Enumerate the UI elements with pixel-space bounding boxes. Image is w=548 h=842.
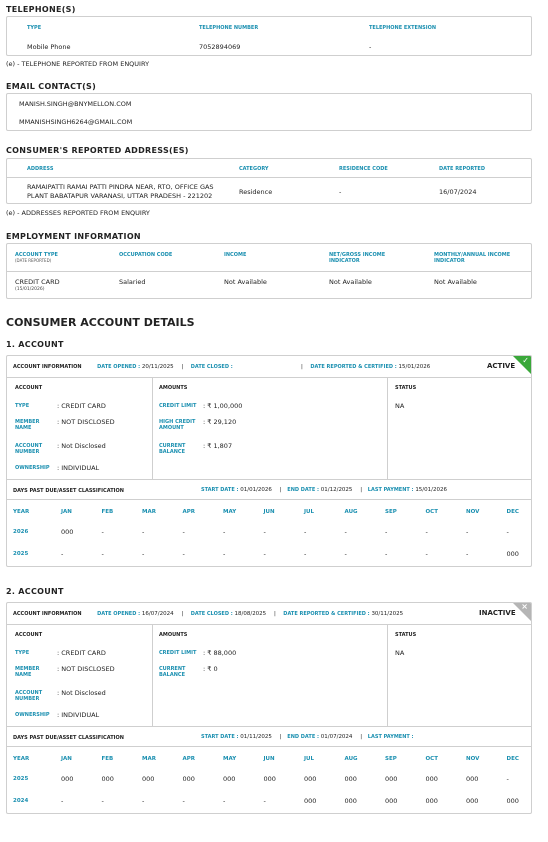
telephone-table bbox=[6, 16, 532, 56]
address-date: 16/07/2024 bbox=[439, 188, 477, 196]
dpd-cell: - bbox=[61, 550, 64, 558]
dpd-cell: - bbox=[101, 528, 104, 536]
account-2-account-label: ACCOUNT bbox=[15, 632, 43, 638]
employment-header-income: INCOME bbox=[224, 252, 247, 258]
account-2-status: NA bbox=[395, 649, 405, 657]
month-header: DEC bbox=[506, 756, 519, 762]
account-1-ownership: : INDIVIDUAL bbox=[57, 464, 100, 472]
year-label: 2025 bbox=[13, 776, 29, 782]
account-number-label: ACCOUNT NUMBER bbox=[15, 443, 43, 455]
account-1-card bbox=[6, 355, 532, 567]
account-1-dpd-dates: START DATE : 01/01/2026 | END DATE : 01/12/2025 | LAST PAYMENT : 15/01/2026 bbox=[201, 487, 448, 493]
account-1-info-bar: ACCOUNT INFORMATION DATE OPENED : 20/11/2025 | DATE CLOSED : bbox=[13, 364, 233, 370]
address-header-category: CATEGORY bbox=[239, 166, 269, 172]
dpd-cell: 000 bbox=[344, 775, 357, 783]
dpd-cell: 000 bbox=[506, 550, 519, 558]
dpd-cell: 000 bbox=[304, 775, 317, 783]
dpd-cell: - bbox=[223, 528, 226, 536]
account-1-high-credit: : ₹ 29,120 bbox=[203, 418, 237, 426]
check-icon: ✓ bbox=[522, 356, 529, 365]
employment-title: EMPLOYMENT INFORMATION bbox=[6, 232, 141, 241]
account-2-heading: 2. ACCOUNT bbox=[6, 587, 64, 596]
month-header: JUL bbox=[304, 509, 315, 515]
dpd-cell: 000 bbox=[385, 775, 398, 783]
employment-occupation: Salaried bbox=[119, 278, 146, 286]
ownership-label: OWNERSHIP bbox=[15, 465, 50, 471]
address-header-date: DATE REPORTED bbox=[439, 166, 485, 172]
account-1-status-label: STATUS bbox=[395, 385, 417, 391]
account-1-state: ACTIVE bbox=[487, 362, 516, 370]
employment-income: Not Available bbox=[224, 278, 267, 286]
account-2-ownership: : INDIVIDUAL bbox=[57, 711, 100, 719]
dpd-cell: 000 bbox=[344, 797, 357, 805]
telephone-type: Mobile Phone bbox=[27, 43, 71, 51]
account-2-credit-limit: : ₹ 88,000 bbox=[203, 649, 237, 657]
address-note: (e) - ADDRESSES REPORTED FROM ENQUIRY bbox=[6, 209, 150, 217]
dpd-cell: - bbox=[223, 797, 226, 805]
account-1-dpd-grid bbox=[7, 499, 531, 567]
current-balance-label: CURRENT BALANCE bbox=[159, 666, 186, 678]
address-title: CONSUMER'S REPORTED ADDRESS(ES) bbox=[6, 146, 189, 155]
address-category: Residence bbox=[239, 188, 273, 196]
dpd-cell: - bbox=[506, 528, 509, 536]
dpd-cell: 000 bbox=[223, 775, 236, 783]
year-label: 2026 bbox=[13, 529, 29, 535]
dpd-cell: 000 bbox=[61, 528, 74, 536]
dpd-cell: 000 bbox=[466, 797, 479, 805]
year-label: 2024 bbox=[13, 798, 29, 804]
account-1-reported: | DATE REPORTED & CERTIFIED : 15/01/2026 bbox=[301, 364, 431, 370]
month-header: AUG bbox=[344, 756, 358, 762]
month-header: JAN bbox=[61, 756, 72, 762]
dpd-cell: - bbox=[61, 797, 64, 805]
account-1-member-name: : NOT DISCLOSED bbox=[57, 418, 115, 426]
consumer-account-details-title: CONSUMER ACCOUNT DETAILS bbox=[6, 316, 195, 329]
account-1-account-label: ACCOUNT bbox=[15, 385, 43, 391]
email-title: EMAIL CONTACT(S) bbox=[6, 82, 97, 91]
account-1-heading: 1. ACCOUNT bbox=[6, 340, 64, 349]
address-line2: PLANT BABATAPUR VARANASI, UTTAR PRADESH - 221202 bbox=[27, 192, 213, 200]
account-2-dpd-dates: START DATE : 01/11/2025 | END DATE : 01/07/2024 | LAST PAYMENT : bbox=[201, 734, 414, 740]
month-header: JUL bbox=[304, 756, 315, 762]
dpd-cell: - bbox=[385, 550, 388, 558]
dpd-cell: 000 bbox=[101, 775, 114, 783]
dpd-cell: 000 bbox=[304, 797, 317, 805]
email-item[interactable]: MMANISHSINGH6264@GMAIL.COM bbox=[19, 118, 133, 126]
current-balance-label: CURRENT BALANCE bbox=[159, 443, 186, 455]
dpd-cell: - bbox=[506, 775, 509, 783]
account-1-dpd-label: DAYS PAST DUE/ASSET CLASSIFICATION bbox=[13, 488, 124, 494]
account-1-credit-limit: : ₹ 1,00,000 bbox=[203, 402, 243, 410]
employment-header-account-type: ACCOUNT TYPE (DATE REPORTED) bbox=[15, 252, 58, 263]
dpd-cell: - bbox=[304, 550, 307, 558]
dpd-cell: - bbox=[385, 528, 388, 536]
dpd-cell: - bbox=[182, 797, 185, 805]
address-header-address: ADDRESS bbox=[27, 166, 54, 172]
month-header: DEC bbox=[506, 509, 519, 515]
dpd-cell: - bbox=[142, 528, 145, 536]
account-number-label: ACCOUNT NUMBER bbox=[15, 690, 43, 702]
dpd-cell: - bbox=[142, 797, 145, 805]
telephone-number: 7052894069 bbox=[199, 43, 241, 51]
account-1-type: : CREDIT CARD bbox=[57, 402, 106, 410]
dpd-cell: - bbox=[263, 797, 266, 805]
dpd-cell: - bbox=[466, 528, 469, 536]
account-2-amounts-label: AMOUNTS bbox=[159, 632, 188, 638]
telephone-header-number: TELEPHONE NUMBER bbox=[199, 25, 259, 31]
member-name-label: MEMBER NAME bbox=[15, 419, 40, 431]
month-header: SEP bbox=[385, 756, 397, 762]
dpd-cell: - bbox=[182, 550, 185, 558]
telephone-note: (e) - TELEPHONE REPORTED FROM ENQUIRY bbox=[6, 60, 150, 68]
dpd-cell: 000 bbox=[385, 797, 398, 805]
account-2-number: : Not Disclosed bbox=[57, 689, 106, 697]
month-header: MAY bbox=[223, 509, 237, 515]
account-2-dpd-grid bbox=[7, 746, 531, 814]
dpd-cell: - bbox=[182, 528, 185, 536]
month-header: FEB bbox=[101, 509, 114, 515]
dpd-cell: - bbox=[425, 550, 428, 558]
dpd-cell: 000 bbox=[425, 797, 438, 805]
address-header-residence: RESIDENCE CODE bbox=[339, 166, 388, 172]
dpd-cell: 000 bbox=[142, 775, 155, 783]
dpd-cell: 000 bbox=[425, 775, 438, 783]
ownership-label: OWNERSHIP bbox=[15, 712, 50, 718]
telephone-extension: - bbox=[369, 43, 372, 51]
month-header: FEB bbox=[101, 756, 114, 762]
dpd-cell: 000 bbox=[61, 775, 74, 783]
month-header: APR bbox=[182, 509, 196, 515]
dpd-cell: - bbox=[344, 550, 347, 558]
dpd-cell: 000 bbox=[182, 775, 195, 783]
address-line1: RAMAIPATTI RAMAI PATTI PINDRA NEAR, RTO, OFFICE GAS bbox=[27, 183, 214, 191]
telephone-title: TELEPHONE(S) bbox=[6, 5, 76, 14]
dpd-cell: - bbox=[344, 528, 347, 536]
telephone-header-type: TYPE bbox=[27, 25, 42, 31]
account-1-number: : Not Disclosed bbox=[57, 442, 106, 450]
month-header: JUN bbox=[263, 756, 275, 762]
close-icon: × bbox=[521, 602, 528, 611]
dpd-cell: - bbox=[101, 797, 104, 805]
account-2-current-balance: : ₹ 0 bbox=[203, 665, 218, 673]
credit-limit-label: CREDIT LIMIT bbox=[159, 650, 197, 656]
employment-header-occupation: OCCUPATION CODE bbox=[119, 252, 173, 258]
account-1-amounts-label: AMOUNTS bbox=[159, 385, 188, 391]
telephone-header-extension: TELEPHONE EXTENSION bbox=[369, 25, 437, 31]
month-header: APR bbox=[182, 756, 196, 762]
dpd-cell: - bbox=[466, 550, 469, 558]
address-residence-code: - bbox=[339, 188, 342, 196]
month-header: NOV bbox=[466, 509, 480, 515]
account-2-member-name: : NOT DISCLOSED bbox=[57, 665, 115, 673]
type-label: TYPE bbox=[15, 650, 30, 656]
account-2-type: : CREDIT CARD bbox=[57, 649, 106, 657]
employment-table bbox=[6, 243, 532, 299]
address-table bbox=[6, 158, 532, 204]
month-header: OCT bbox=[425, 756, 438, 762]
month-header: NOV bbox=[466, 756, 480, 762]
account-1-current-balance: : ₹ 1,807 bbox=[203, 442, 233, 450]
year-header: YEAR bbox=[13, 756, 30, 762]
year-label: 2025 bbox=[13, 551, 29, 557]
month-header: JAN bbox=[61, 509, 72, 515]
dpd-cell: 000 bbox=[466, 775, 479, 783]
month-header: JUN bbox=[263, 509, 275, 515]
month-header: MAR bbox=[142, 756, 156, 762]
email-item[interactable]: MANISH.SINGH@BNYMELLON.COM bbox=[19, 100, 132, 108]
employment-account-type: CREDIT CARD bbox=[15, 278, 60, 286]
dpd-cell: 000 bbox=[506, 797, 519, 805]
employment-header-net-gross: NET/GROSS INCOME INDICATOR bbox=[329, 252, 386, 264]
account-1-status: NA bbox=[395, 402, 405, 410]
employment-net-gross: Not Available bbox=[329, 278, 372, 286]
dpd-cell: - bbox=[304, 528, 307, 536]
dpd-cell: - bbox=[142, 550, 145, 558]
type-label: TYPE bbox=[15, 403, 30, 409]
account-2-status-label: STATUS bbox=[395, 632, 417, 638]
month-header: SEP bbox=[385, 509, 397, 515]
account-2-dpd-label: DAYS PAST DUE/ASSET CLASSIFICATION bbox=[13, 735, 124, 741]
credit-limit-label: CREDIT LIMIT bbox=[159, 403, 197, 409]
employment-monthly-annual: Not Available bbox=[434, 278, 477, 286]
high-credit-label: HIGH CREDIT AMOUNT bbox=[159, 419, 196, 431]
email-list bbox=[6, 93, 532, 131]
dpd-cell: 000 bbox=[263, 775, 276, 783]
month-header: OCT bbox=[425, 509, 438, 515]
month-header: MAR bbox=[142, 509, 156, 515]
dpd-cell: - bbox=[263, 528, 266, 536]
account-2-info-bar: ACCOUNT INFORMATION DATE OPENED : 16/07/2024 | DATE CLOSED : 18/08/2025 | DATE REPORTED & CERTIFIED : 30/11/2025 bbox=[13, 611, 404, 617]
account-2-card bbox=[6, 602, 532, 814]
dpd-cell: - bbox=[425, 528, 428, 536]
employment-header-monthly-annual: MONTHLY/ANNUAL INCOME INDICATOR bbox=[434, 252, 511, 264]
month-header: MAY bbox=[223, 756, 237, 762]
account-2-state: INACTIVE bbox=[479, 609, 516, 617]
employment-account-date: (15/01/2026) bbox=[15, 287, 45, 292]
year-header: YEAR bbox=[13, 509, 30, 515]
month-header: AUG bbox=[344, 509, 358, 515]
member-name-label: MEMBER NAME bbox=[15, 666, 40, 678]
dpd-cell: - bbox=[223, 550, 226, 558]
dpd-cell: - bbox=[263, 550, 266, 558]
dpd-cell: - bbox=[101, 550, 104, 558]
